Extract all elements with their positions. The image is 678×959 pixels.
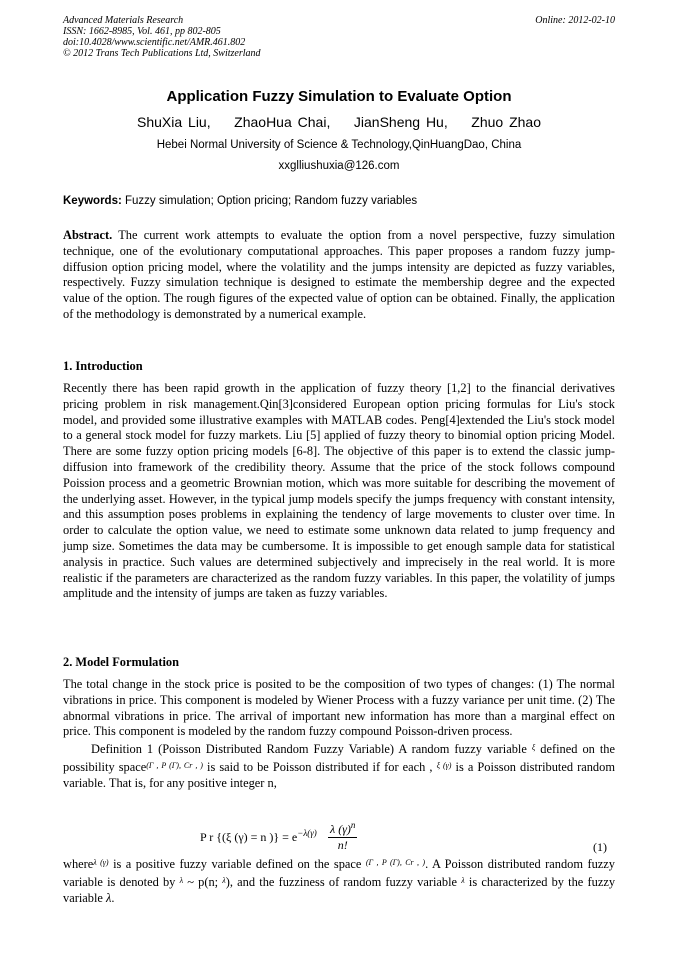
definition-text-d: is a Poisson distributed random variable. That is, for any positive integer n,: [63, 759, 615, 790]
equation-fraction: [328, 820, 357, 853]
numerator-exponent: n: [350, 820, 356, 830]
doi-line: doi:10.4028/www.scientific.net/AMR.461.802: [63, 37, 246, 48]
equation-left-side: P r {(ξ (γ) = n )} = e: [200, 830, 298, 844]
model-paragraph: The total change in the stock price is posited to be the composition of two types of changes: (1) The normal vibrations in price. This component is modeled by Wiener Process with a fuzzy variance per unit time. (2) The abnormal vibrations in price. The arrival of important new information has more than a marginal effect on price. This component is modeled by the random fuzzy compound Poisson-driven process.: [63, 677, 615, 739]
author-list: ShuXia Liu, ZhaoHua Chai, JianSheng Hu, Zhuo Zhao: [137, 114, 541, 130]
definition-text-b: defined on the possibility space: [63, 742, 615, 774]
sentence-end: .: [111, 890, 115, 905]
lambda-symbol-1: λ: [179, 875, 184, 885]
issn-line: ISSN: 1662-8985, Vol. 461, pp 802-805: [63, 26, 221, 37]
abstract-text: The current work attempts to evaluate the option from a novel perspective, fuzzy simulation technique, one of the evolutionary computational approaches. This paper proposes a random fuzzy jump-diffusion option pricing model, where the volatility and the jumps intensity are depicted as fuzzy variables, respectively. Fuzzy simulation technique is designed to estimate the membership degree and the expected value of the option. The rough figures of the expected value of option can be obtained. Finally, the application of the methodology is demonstrated by a numerical example.: [63, 228, 615, 321]
keywords-text: Fuzzy simulation; Option pricing; Random fuzzy variables: [125, 195, 418, 207]
model-section-body: [63, 677, 615, 792]
definition-text-c: is said to be Poisson distributed if for each ,: [207, 759, 433, 774]
affiliation: Hebei Normal University of Science & Technology,QinHuangDao, China: [156, 139, 522, 151]
lambda-symbol-3: λ: [461, 875, 465, 885]
journal-name: Advanced Materials Research: [63, 15, 184, 26]
equation-numerator: [328, 820, 357, 838]
distribution-text-a: ~ p(n;: [187, 874, 219, 889]
equation-exponent: −λ(γ): [297, 828, 317, 838]
where-text-d: is characterized by the fuzzy variable: [63, 874, 616, 905]
abstract-label: Abstract.: [63, 228, 113, 242]
author-email: xxglliushuxia@126.com: [278, 160, 400, 172]
introduction-paragraph: Recently there has been rapid growth in the application of fuzzy theory [1,2] to the financial derivatives pricing problem in risk management.Qin[3]considered European option pricing formulas for Liu's stock model, and provided some illustrative examples with MATLAB codes. Peng[4]extended the Liu's stock model to a general stock model for fuzzy markets. Liu [5] applied of fuzzy theory to binomial option pricing Model. There are some fuzzy option pricing models [6-8]. The objective of this paper is to extend the classic jump-diffusion into framework of the credibility theory. Assume that the price of the stock follows compound Poission process and a geometric Brownian motion, which was more suitable for describing the movement of the underlying asset. However, in the typical jump models specify the jumps frequency with constant intensity, and this assumption poses problems in explaining the tendency of large movements to cluster over time. In order to calculate the option value, we need to estimate some unknown data related to jump frequency and jump size. Sometimes the data may be cumbersome. It is impossible to get enough sample data for statistical analysis in practice. Such values are determined subjectively and imprecisely in the real world. It is more realistic if the parameters are characterized as the random fuzzy variables. In this paper, the volatility of jumps amplitude and the intensity of jumps are taken as fuzzy variables.: [63, 381, 615, 601]
paper-title: Application Fuzzy Simulation to Evaluate Option: [166, 88, 512, 105]
equation-number: (1): [593, 840, 607, 854]
where-text-c: . A Poisson distributed random fuzzy variable is denoted by: [63, 857, 615, 889]
space-symbol-2: (Γ , P (Γ), Cr , ): [365, 858, 426, 867]
journal-header: [63, 15, 615, 59]
keywords-label: Keywords:: [63, 195, 122, 207]
keywords: [63, 195, 615, 207]
lambda-symbol-4: λ: [106, 890, 112, 905]
online-date: Online: 2012-02-10: [535, 15, 615, 26]
where-text-b: is a positive fuzzy variable defined on the space: [113, 857, 362, 871]
section-heading-introduction: 1. Introduction: [63, 359, 143, 373]
equation-1: [200, 820, 615, 854]
copyright-line: © 2012 Trans Tech Publications Ltd, Switzerland: [63, 48, 261, 59]
equation-explanation: [63, 855, 615, 906]
distribution-text-b: ), and the fuzziness of random fuzzy variable: [225, 874, 458, 889]
possibility-space-symbol: (Γ , P (Γ), Cr , ): [146, 760, 203, 770]
definition-text-a: Definition 1 (Poisson Distributed Random Fuzzy Variable) A random fuzzy variable: [91, 742, 527, 757]
xi-gamma-symbol: ξ (γ): [436, 760, 452, 770]
abstract: [63, 228, 615, 323]
equation-denominator: n!: [337, 838, 348, 852]
equation-lhs: [200, 828, 317, 845]
section-heading-model: 2. Model Formulation: [63, 655, 179, 669]
xi-symbol: ξ: [531, 743, 536, 753]
lambda-gamma-numerator: λ (γ): [330, 822, 351, 836]
lambda-gamma-symbol: λ (γ): [93, 858, 109, 867]
lambda-symbol-2: λ: [222, 875, 226, 885]
definition-1: [63, 740, 615, 791]
where-text-a: where: [63, 857, 94, 871]
